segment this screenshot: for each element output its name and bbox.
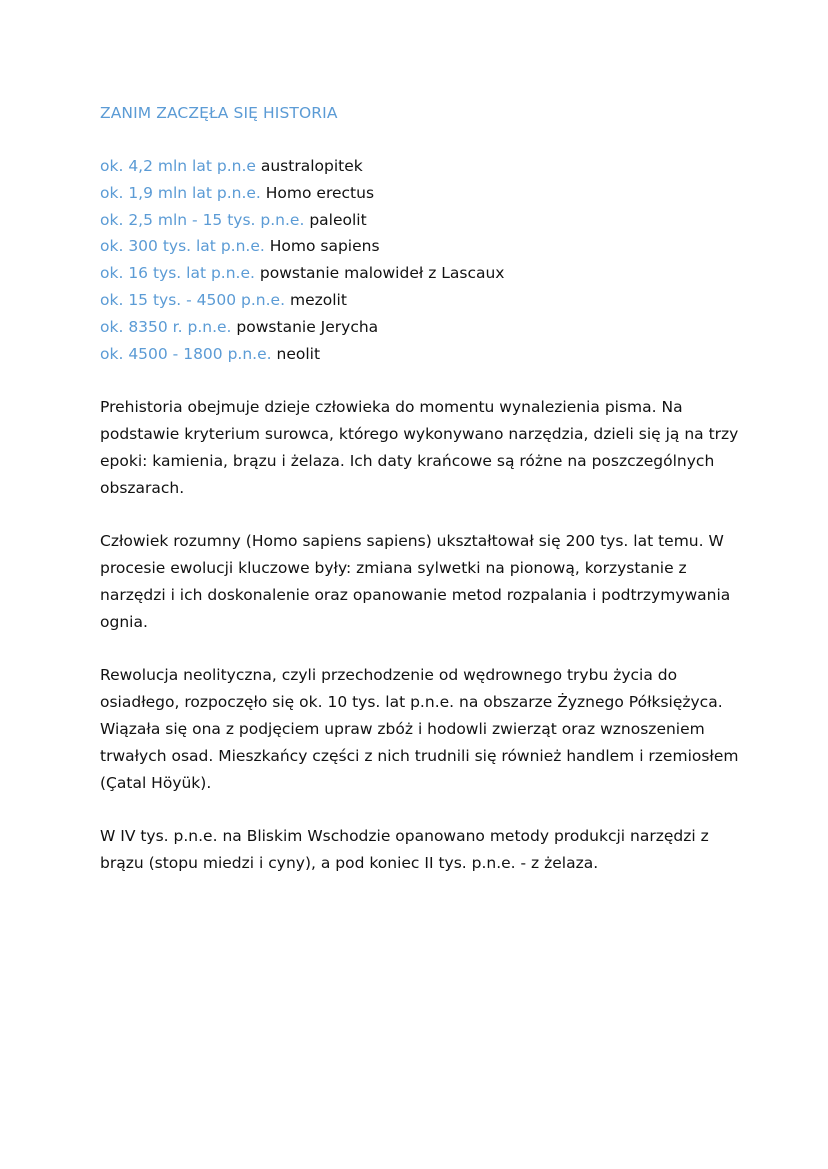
timeline-date: ok. 16 tys. lat p.n.e. [100,264,255,283]
timeline-event: Homo erectus [265,183,375,202]
timeline-date: ok. 4500 - 1800 p.n.e. [100,344,272,363]
document-content [100,100,740,877]
timeline-event: powstanie malowideł z Lascaux [259,264,505,283]
timeline-item [100,341,740,368]
timeline-item [100,153,740,180]
timeline-event: Homo sapiens [269,237,380,256]
paragraph-homo-sapiens: Człowiek rozumny (Homo sapiens sapiens) ukształtował się 200 tys. lat temu. W procesie ewolucji kluczowe były: zmiana sylwetki na pionową, korzystanie z narzędzi i ich doskonalenie oraz opanowanie metod rozpalania i podtrzymywania ognia. [100,532,731,631]
timeline-item [100,287,740,314]
timeline-date: ok. 1,9 mln lat p.n.e. [100,183,261,202]
timeline-item [100,233,740,260]
paragraph-neolithic-revolution: Rewolucja neolityczna, czyli przechodzenie od wędrownego trybu życia do osiadłego, rozpoczęło się ok. 10 tys. lat p.n.e. na obszarze Żyznego Półksiężyca. Wiązała się ona z podjęciem upraw zbóż i hodowli zwierząt oraz wznoszeniem trwałych osad. Mieszkańcy części z nich trudnili się również handlem i rzemiosłem (Çatal Höyük). [100,666,739,792]
timeline-date: ok. 8350 r. p.n.e. [100,317,232,336]
timeline-item [100,180,740,207]
paragraph-bronze-iron: W IV tys. p.n.e. na Bliskim Wschodzie opanowano metody produkcji narzędzi z brązu (stopu miedzi i cyny), a pod koniec II tys. p.n.e. - z żelaza. [100,827,709,872]
timeline-event: neolit [276,344,321,363]
timeline-event: mezolit [289,290,347,309]
timeline-date: ok. 4,2 mln lat p.n.e [100,157,256,175]
timeline-item [100,260,740,287]
timeline-item [100,207,740,234]
timeline-date: ok. 300 tys. lat p.n.e. [100,237,265,256]
page-title: ZANIM ZACZĘŁA SIĘ HISTORIA [100,104,338,122]
paragraph-prehistory: Prehistoria obejmuje dzieje człowieka do momentu wynalezienia pisma. Na podstawie kryterium surowca, którego wykonywano narzędzia, dzieli się ją na trzy epoki: kamienia, brązu i żelaza. Ich daty krańcowe są różne na poszczególnych obszarach. [100,398,739,497]
timeline-event: australopitek [260,157,363,175]
timeline-date: ok. 2,5 mln - 15 tys. p.n.e. [100,210,305,229]
timeline-date: ok. 15 tys. - 4500 p.n.e. [100,290,286,309]
timeline-list [100,153,740,367]
timeline-event: paleolit [309,210,367,229]
timeline-item [100,314,740,341]
timeline-event: powstanie Jerycha [236,317,379,336]
